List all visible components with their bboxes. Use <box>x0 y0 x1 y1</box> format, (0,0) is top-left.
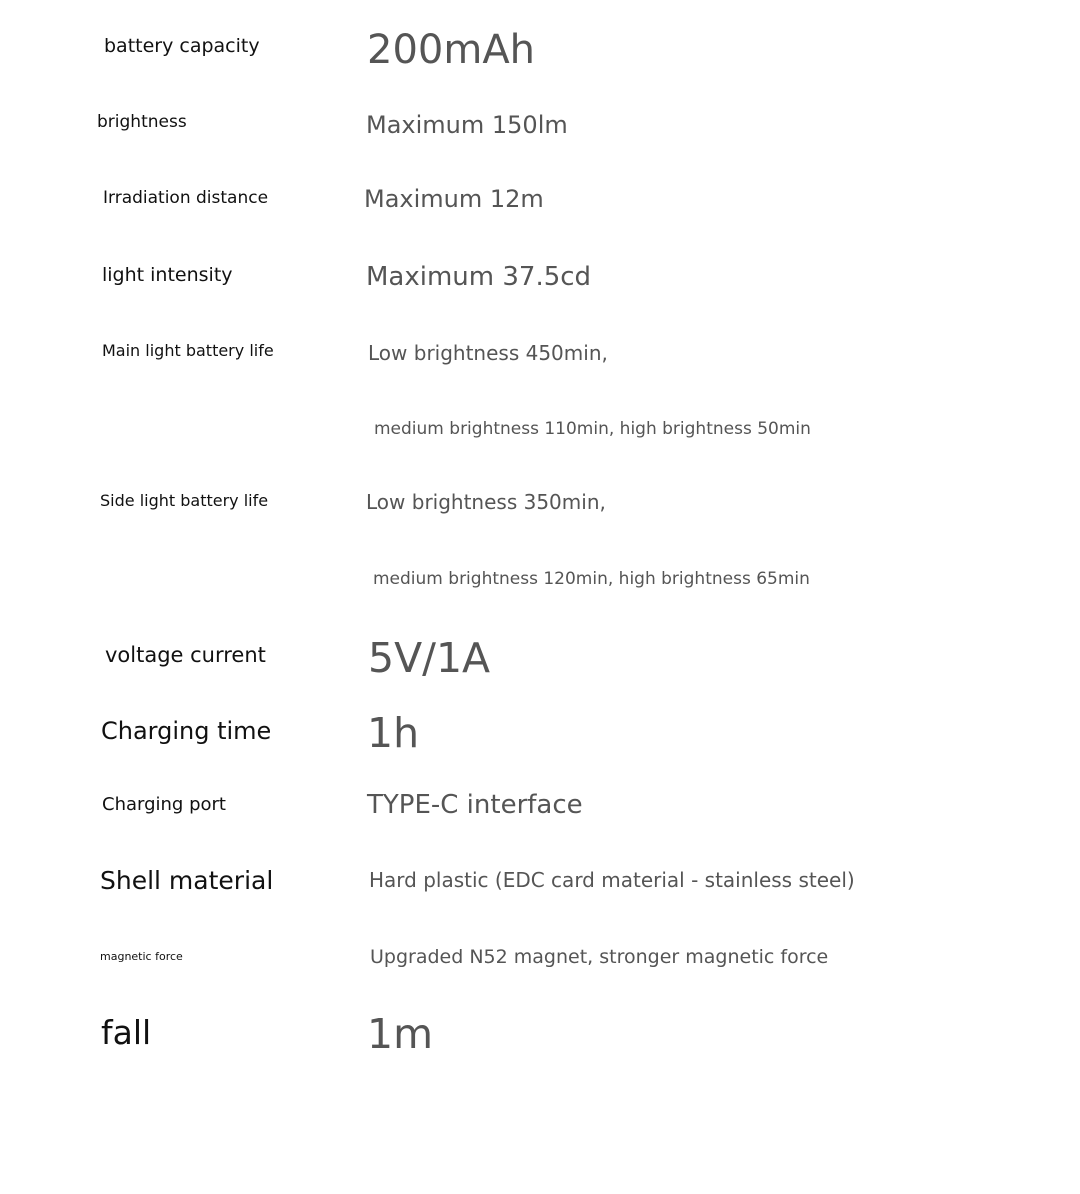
spec-value: 200mAh <box>367 27 536 73</box>
spec-value: 5V/1A <box>368 634 491 682</box>
spec-label: Side light battery life <box>100 491 269 510</box>
spec-value: TYPE-C interface <box>367 790 583 820</box>
spec-value: Upgraded N52 magnet, stronger magnetic force <box>370 946 829 968</box>
spec-value-continuation: medium brightness 110min, high brightness 50min <box>374 419 811 439</box>
spec-label: Main light battery life <box>102 341 274 360</box>
spec-value: 1h <box>367 709 420 757</box>
spec-label: brightness <box>97 112 187 132</box>
spec-value: Hard plastic (EDC card material - stainless steel) <box>369 868 855 892</box>
spec-value: 1m <box>367 1010 434 1058</box>
spec-value-continuation: medium brightness 120min, high brightness 65min <box>373 569 810 589</box>
spec-label: voltage current <box>105 643 266 667</box>
spec-value: Maximum 12m <box>364 185 544 213</box>
spec-label: Charging port <box>102 794 226 815</box>
spec-label: Shell material <box>100 866 274 895</box>
spec-value: Low brightness 350min, <box>366 490 606 514</box>
spec-value: Maximum 150lm <box>366 111 568 139</box>
spec-label: Irradiation distance <box>103 188 269 208</box>
spec-label: Charging time <box>101 717 272 745</box>
spec-label: light intensity <box>102 264 233 286</box>
spec-label: fall <box>101 1013 152 1052</box>
spec-label: magnetic force <box>100 950 183 963</box>
spec-value: Low brightness 450min, <box>368 341 608 365</box>
spec-label: battery capacity <box>104 35 260 57</box>
spec-value: Maximum 37.5cd <box>366 262 592 292</box>
